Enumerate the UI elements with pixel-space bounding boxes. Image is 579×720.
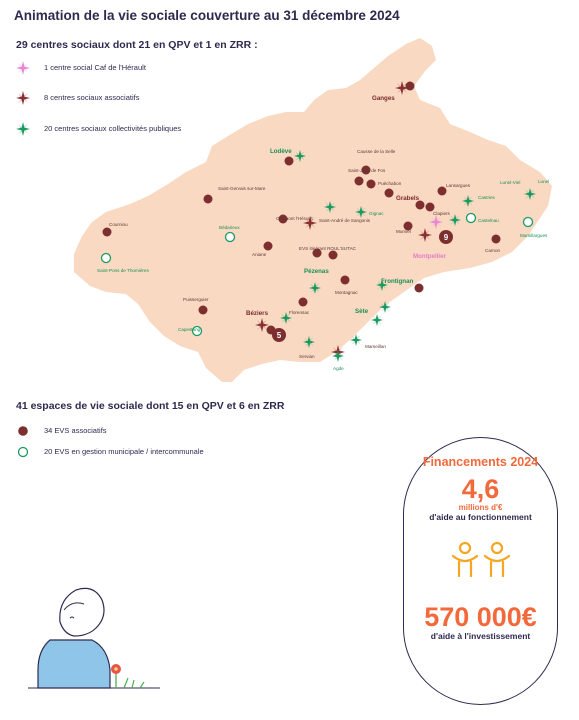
town-label: Clermont l'Hérault — [276, 216, 313, 221]
town-label: Causse de la Selle — [357, 149, 396, 154]
evs-dot — [267, 326, 276, 335]
map-shape — [74, 38, 552, 382]
town-label: Saint-Jean de Fos — [348, 168, 386, 173]
evs-dot — [492, 235, 501, 244]
town-label: Servian — [299, 354, 315, 359]
town-label: Puéchabon — [378, 181, 402, 186]
evs-dot — [341, 276, 350, 285]
evs-dot — [385, 189, 394, 198]
town-label: EVS itinérant ROUL'SUTAC — [299, 246, 356, 251]
town-label: Montagnac — [335, 290, 358, 295]
evs-dot — [299, 298, 308, 307]
evs-heading: 41 espaces de vie sociale dont 15 en QPV et 6 en ZRR — [16, 400, 285, 412]
legend-associatifs: 8 centres sociaux associatifs — [44, 93, 140, 102]
montpellier-badge: 9 — [443, 233, 449, 242]
child-illustration — [20, 570, 170, 700]
amount-unit: millions d'€ — [458, 503, 503, 512]
hollow-circle-icon — [19, 448, 28, 457]
evs-dot — [367, 180, 376, 189]
evs-dot — [285, 157, 294, 166]
city-label: Sète — [355, 308, 369, 315]
town-label: Capestang — [178, 327, 201, 332]
page-title: Animation de la vie sociale couverture au 31 décembre 2024 — [14, 8, 400, 23]
town-label: Aniane — [252, 252, 267, 257]
financements-title: Financements 2024 — [422, 455, 539, 469]
filled-circle-icon — [18, 426, 28, 436]
city-label: Pézenas — [304, 268, 329, 275]
town-label: Bédarieux — [219, 225, 240, 230]
montpellier-cluster — [439, 230, 453, 244]
town-label: Carnon — [485, 248, 501, 253]
town-label: Florensac — [289, 310, 310, 315]
legend-evs-associatifs: 34 EVS associatifs — [44, 426, 107, 435]
evs-hollow — [467, 214, 476, 223]
people-icon — [445, 540, 517, 580]
legend-caf: 1 centre social Caf de l'Hérault — [44, 63, 146, 72]
town-label: Clapiers — [433, 211, 450, 216]
amount-investissement: 570 000€ — [424, 602, 537, 632]
town-label: Lansargues — [446, 183, 471, 188]
evs-dot — [355, 177, 364, 186]
city-label: Frontignan — [381, 278, 414, 285]
legend-evs-municipal: 20 EVS en gestion municipale / intercommunale — [44, 447, 204, 456]
evs-hollow — [226, 233, 235, 242]
city-label: Montpellier — [413, 253, 447, 260]
amount-fonctionnement: 4,6 — [461, 474, 500, 504]
evs-dot — [199, 306, 208, 315]
legend-collectivites: 20 centres sociaux collectivités publiques — [44, 124, 182, 133]
town-label: Lunel-Viel — [500, 180, 521, 185]
evs-dot — [264, 242, 273, 251]
financements-panel — [403, 437, 558, 705]
evs-dot — [329, 251, 338, 260]
city-label: Ganges — [372, 95, 395, 102]
city-label: Lodève — [270, 148, 292, 155]
desc-fonctionnement: d'aide au fonctionnement — [429, 512, 532, 522]
town-label: Marseillan — [365, 344, 386, 349]
evs-hollow — [102, 254, 111, 263]
town-label: Saint-André de Sangonis — [319, 218, 371, 223]
evs-dot — [415, 284, 424, 293]
town-label: Lunel — [538, 179, 550, 184]
town-label: Courniou — [109, 222, 128, 227]
evs-dot — [406, 82, 415, 91]
city-label: Grabels — [396, 195, 420, 202]
town-label: Saint-Gervais sur-Mare — [218, 186, 266, 191]
town-label: Gignac — [369, 211, 384, 216]
evs-dot — [204, 195, 213, 204]
town-label: Puisserguier — [183, 297, 209, 302]
evs-hollow — [524, 218, 533, 227]
town-label: Marsillargues — [520, 233, 548, 238]
city-label: Béziers — [246, 310, 269, 317]
town-label: Murviel — [396, 229, 411, 234]
desc-investissement: d'aide à l'investissement — [430, 631, 531, 641]
evs-dot — [103, 228, 112, 237]
town-label: Castries — [478, 195, 495, 200]
centres-heading: 29 centres sociaux dont 21 en QPV et 1 en ZRR : — [16, 39, 258, 51]
city-label: Agde — [333, 366, 344, 371]
evs-legend-icons — [14, 424, 34, 460]
town-label: Saint-Pons de Thomières — [97, 268, 149, 273]
beziers-badge: 5 — [276, 331, 282, 340]
town-label: Castelnau — [478, 218, 499, 223]
